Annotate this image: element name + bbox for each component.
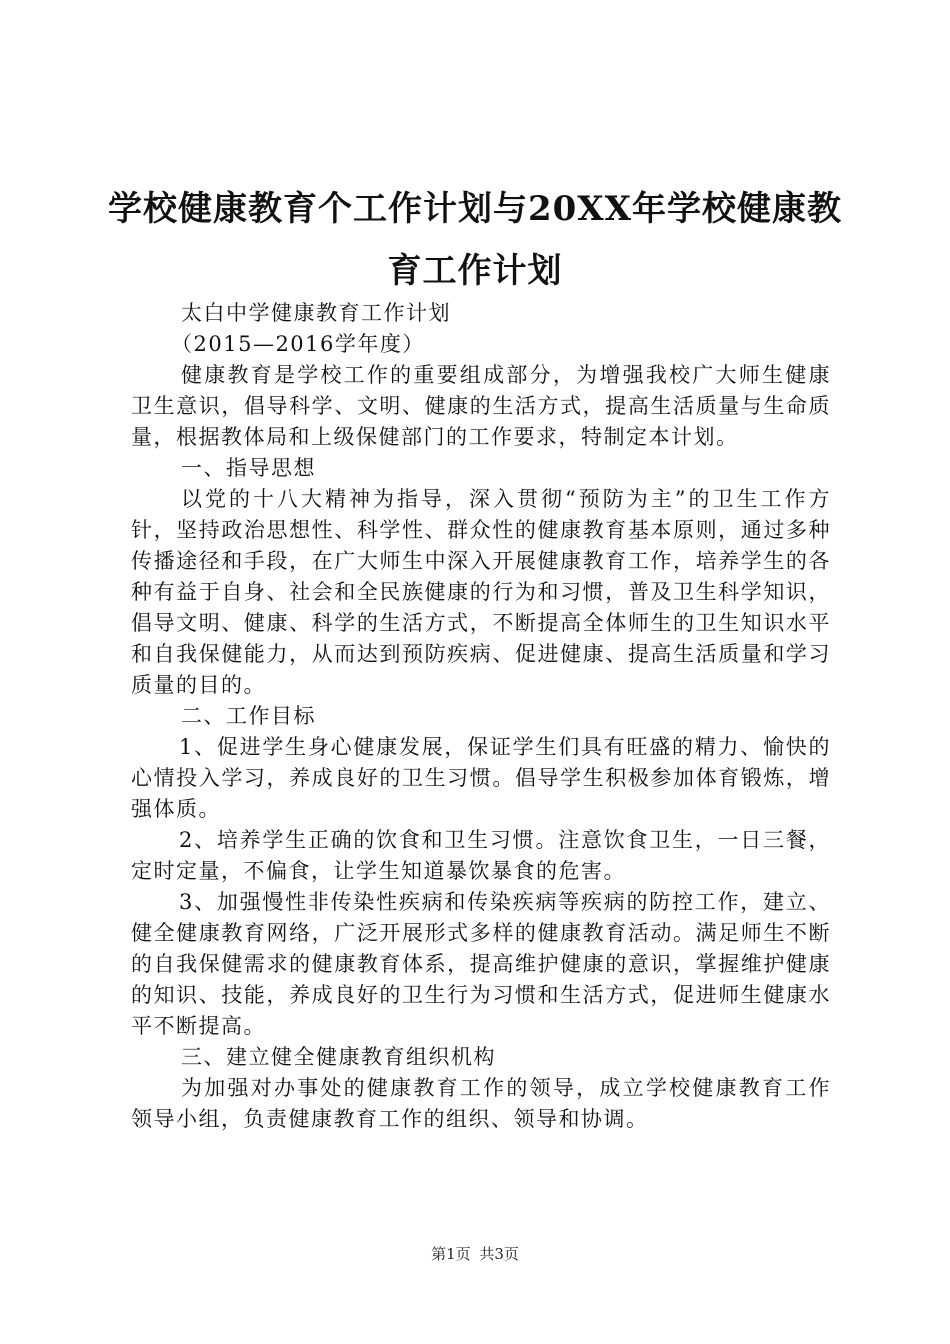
intro-paragraph: 健康教育是学校工作的重要组成部分，为增强我校广大师生健康卫生意识，倡导科学、文明、健康的生活方式，提高生活质量与生命质量，根据教体局和上级保健部门的工作要求，特制定本计划。 xyxy=(131,363,831,449)
goal-item-1: 1、促进学生身心健康发展，保证学生们具有旺盛的精力、愉快的心情投入学习，养成良好的卫生习惯。倡导学生积极参加体育锻炼，增强体质。 xyxy=(131,735,831,821)
organization-paragraph: 为加强对办事处的健康教育工作的领导，成立学校健康教育工作领导小组，负责健康教育工作的组织、领导和协调。 xyxy=(131,1076,831,1131)
school-plan-heading: 太白中学健康教育工作计划 xyxy=(181,301,451,325)
section-heading-guiding-ideology: 一、指导思想 xyxy=(181,456,316,480)
page-footer xyxy=(0,1243,950,1264)
goal-item-2: 2、培养学生正确的饮食和卫生习惯。注意饮食卫生，一日三餐，定时定量，不偏食，让学生知道暴饮暴食的危害。 xyxy=(131,828,831,883)
page-number: 第1页 xyxy=(431,1245,471,1263)
document-title: 学校健康教育个工作计划与20XX年学校健康教育工作计划 xyxy=(107,189,843,291)
guiding-ideology-paragraph: 以党的十八大精神为指导，深入贯彻“预防为主”的卫生工作方针，坚持政治思想性、科学性、群众性的健康教育基本原则，通过多种传播途径和手段，在广大师生中深入开展健康教育工作，培养学生的各种有益于自身、社会和全民族健康的行为和习惯，普及卫生科学知识，倡导文明、健康、科学的生活方式，不断提高全体师生的卫生知识水平和自我保健能力，从而达到预防疾病、促进健康、提高生活质量和学习质量的目的。 xyxy=(131,487,831,697)
section-heading-work-goals: 二、工作目标 xyxy=(181,704,316,728)
school-year-label: （2015—2016学年度） xyxy=(171,332,425,356)
goal-item-3: 3、加强慢性非传染性疾病和传染疾病等疾病的防控工作，建立、健全健康教育网络，广泛开展形式多样的健康教育活动。满足师生不断的自我保健需求的健康教育体系，提高维护健康的意识，掌握维护健康的知识、技能，养成良好的卫生行为习惯和生活方式，促进师生健康水平不断提高。 xyxy=(131,890,831,1038)
page-total: 共3页 xyxy=(479,1245,519,1263)
section-heading-organization: 三、建立健全健康教育组织机构 xyxy=(181,1045,496,1069)
document-body xyxy=(131,298,831,1135)
